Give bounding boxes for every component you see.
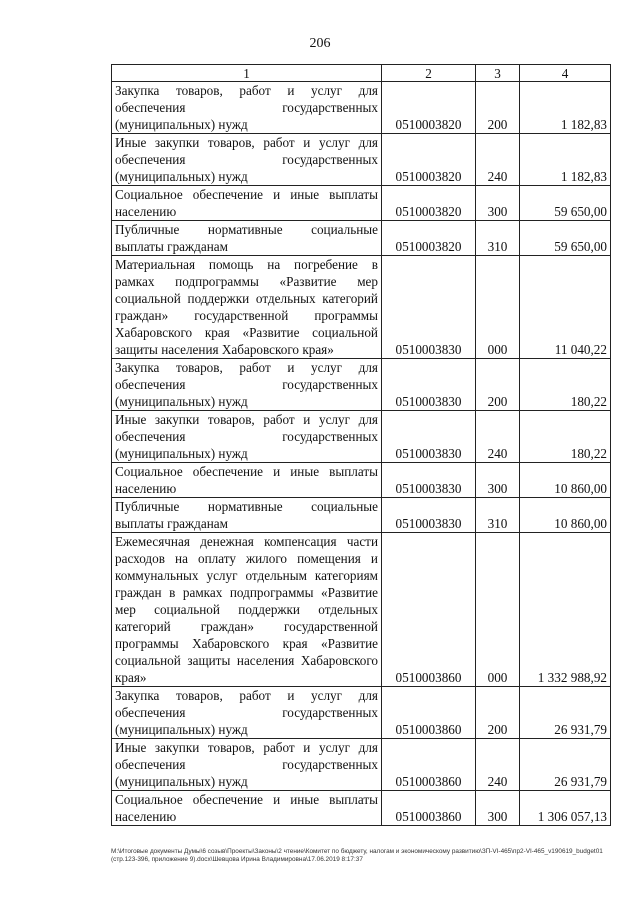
row-expense-type: 000 [476,256,520,359]
row-target-code: 0510003820 [382,82,476,134]
row-target-code: 0510003860 [382,739,476,791]
row-target-code: 0510003820 [382,186,476,221]
header-col-3: 3 [476,65,520,82]
row-name: Иные закупки товаров, работ и услуг для обеспечения государственных (муниципальных) нужд [112,411,382,463]
table-row [112,256,611,359]
table-row [112,498,611,533]
row-target-code: 0510003860 [382,791,476,826]
table-row [112,687,611,739]
page-number: 206 [309,36,331,51]
row-name: Закупка товаров, работ и услуг для обеспечения государственных (муниципальных) нужд [112,359,382,411]
row-name: Публичные нормативные социальные выплаты гражданам [112,498,382,533]
row-amount: 1 182,83 [520,134,611,186]
row-expense-type: 310 [476,498,520,533]
row-expense-type: 240 [476,411,520,463]
row-amount: 1 182,83 [520,82,611,134]
row-expense-type: 200 [476,359,520,411]
row-amount: 26 931,79 [520,739,611,791]
row-amount: 11 040,22 [520,256,611,359]
row-amount: 1 306 057,13 [520,791,611,826]
table-row [112,359,611,411]
row-expense-type: 240 [476,134,520,186]
table-row [112,739,611,791]
row-amount: 1 332 988,92 [520,533,611,687]
row-amount: 10 860,00 [520,498,611,533]
row-name: Социальное обеспечение и иные выплаты населению [112,463,382,498]
row-name: Социальное обеспечение и иные выплаты населению [112,791,382,826]
row-name: Закупка товаров, работ и услуг для обеспечения государственных (муниципальных) нужд [112,82,382,134]
table-row [112,463,611,498]
row-amount: 10 860,00 [520,463,611,498]
table-row [112,82,611,134]
row-amount: 180,22 [520,411,611,463]
header-col-1: 1 [112,65,382,82]
row-name: Закупка товаров, работ и услуг для обеспечения государственных (муниципальных) нужд [112,687,382,739]
table-row [112,791,611,826]
row-amount: 180,22 [520,359,611,411]
row-name: Публичные нормативные социальные выплаты гражданам [112,221,382,256]
row-expense-type: 310 [476,221,520,256]
row-name: Иные закупки товаров, работ и услуг для обеспечения государственных (муниципальных) нужд [112,134,382,186]
row-target-code: 0510003830 [382,359,476,411]
row-expense-type: 200 [476,687,520,739]
row-name: Ежемесячная денежная компенсация части расходов на оплату жилого помещения и коммунальных услуг отдельным категориям граждан в рамках подпрограммы «Развитие мер социальной поддержки отдельных категорий граждан» государственной программы Хабаровского края «Развитие социальной защиты населения Хабаровского края» [112,533,382,687]
row-expense-type: 300 [476,186,520,221]
table-header-row [112,65,611,82]
budget-table [111,64,611,826]
row-target-code: 0510003830 [382,411,476,463]
table-row [112,186,611,221]
row-target-code: 0510003820 [382,134,476,186]
row-name: Материальная помощь на погребение в рамках подпрограммы «Развитие мер социальной поддержки отдельных категорий граждан» государственной программы Хабаровского края «Развитие социальной защиты населения Хабаровского края» [112,256,382,359]
row-target-code: 0510003860 [382,533,476,687]
row-target-code: 0510003820 [382,221,476,256]
row-target-code: 0510003830 [382,256,476,359]
header-col-2: 2 [382,65,476,82]
row-expense-type: 240 [476,739,520,791]
row-expense-type: 300 [476,791,520,826]
table-row [112,134,611,186]
table-row [112,533,611,687]
row-name: Социальное обеспечение и иные выплаты населению [112,186,382,221]
table-row [112,411,611,463]
row-expense-type: 300 [476,463,520,498]
row-amount: 59 650,00 [520,221,611,256]
row-expense-type: 000 [476,533,520,687]
row-expense-type: 200 [476,82,520,134]
row-target-code: 0510003860 [382,687,476,739]
row-name: Иные закупки товаров, работ и услуг для обеспечения государственных (муниципальных) нужд [112,739,382,791]
row-target-code: 0510003830 [382,498,476,533]
document-path-footer: M:\Итоговые документы Думы\6 созыв\Проекты\Законы\2 чтение\Комитет по бюджету, налогам и экономическому развитию\ЗП-VI-465\пр2-VI-465_v190619_budget01 (стр.123-396, приложение 9).docx\Шевцова Ирина Владимировна\17.06.2019 8:17:37 [111,848,603,863]
table-row [112,221,611,256]
header-col-4: 4 [520,65,611,82]
row-target-code: 0510003830 [382,463,476,498]
row-amount: 59 650,00 [520,186,611,221]
row-amount: 26 931,79 [520,687,611,739]
